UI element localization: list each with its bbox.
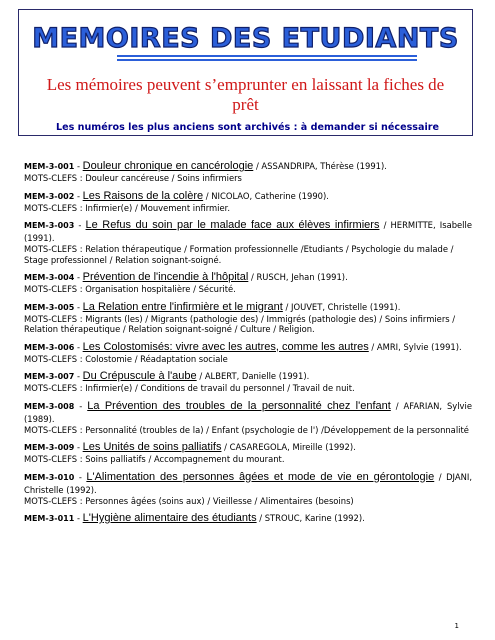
entry-separator: - — [74, 272, 83, 282]
entry-separator: - — [74, 400, 88, 411]
entry-heading — [24, 400, 472, 425]
entry-title[interactable]: Les Raisons de la colère — [82, 189, 204, 202]
list-item — [24, 160, 472, 184]
entry-author: / JOUVET, Christelle (1991). — [282, 301, 401, 312]
entry-code: MEM-3-008 — [24, 401, 75, 411]
entry-heading — [24, 271, 472, 284]
header-frame — [18, 9, 473, 136]
entry-author: / CASAREGOLA, Mireille (1992). — [221, 442, 356, 452]
entry-keywords: MOTS-CLEFS : Personnalité (troubles de la) / Enfant (psychologie de l') /Développement de la personnalité — [24, 424, 469, 435]
entry-code: MEM-3-005 — [24, 302, 75, 312]
entry-code: MEM-3-007 — [24, 372, 75, 381]
entry-keywords: MOTS-CLEFS : Relation thérapeutique / Formation professionnelle /Etudiants / Psychologie du malade / Stage professionnel / Relation soignant-soigné. — [24, 244, 454, 265]
entry-keywords: MOTS-CLEFS : Infirmier(e) / Conditions de travail du personnel / Travail de nuit. — [24, 383, 355, 393]
entry-separator: - — [74, 341, 83, 352]
entry-code: MEM-3-002 — [24, 191, 75, 201]
entry-author: / NICOLAO, Catherine (1990). — [203, 190, 329, 201]
entry-code: MEM-3-003 — [24, 221, 75, 230]
entry-keywords: MOTS-CLEFS : Personnes âgées (soins aux) / Vieillesse / Alimentaires (besoins) — [24, 495, 354, 506]
title-underline — [117, 55, 417, 57]
entry-title[interactable]: Prévention de l'incendie à l'hôpital — [82, 271, 249, 283]
entry-heading — [24, 471, 472, 496]
list-item — [24, 341, 472, 365]
banner-title: MEMOIRES DES ETUDIANTS — [32, 23, 459, 54]
list-item — [24, 400, 472, 436]
entry-title[interactable]: L'Hygiène alimentaire des étudiants — [82, 512, 257, 524]
entry-keywords: MOTS-CLEFS : Organisation hospitalière / Sécurité. — [24, 284, 236, 294]
entry-code: MEM-3-001 — [24, 162, 75, 171]
entry-keywords: MOTS-CLEFS : Migrants (les) / Migrants (pathologie des) / Immigrés (pathologie des) / Soins infirmiers / Relation thérapeutique / Relation soignant-soigné / Culture / Religion. — [24, 313, 456, 334]
entry-separator: - — [74, 442, 83, 452]
entry-author: / ALBERT, Danielle (1991). — [196, 371, 310, 381]
entry-title[interactable]: Les Unités de soins palliatifs — [82, 441, 222, 453]
entry-author: / RUSCH, Jehan (1991). — [248, 272, 348, 282]
entry-separator: - — [74, 220, 86, 230]
list-item — [24, 271, 472, 295]
entry-heading — [24, 190, 472, 203]
entry-heading — [24, 301, 472, 314]
entry-author: / ASSANDRIPA, Thérèse (1991). — [253, 161, 387, 171]
entry-heading — [24, 219, 472, 244]
entry-title[interactable]: La Prévention des troubles de la personnalité chez l'enfant — [87, 399, 391, 412]
list-item — [24, 190, 472, 214]
entry-separator: - — [74, 471, 87, 482]
entry-author: / AMRI, Sylvie (1991). — [368, 341, 462, 352]
entry-author: / HERMITTE, Isabelle (1991). — [24, 220, 472, 243]
entry-code: MEM-3-010 — [24, 472, 75, 482]
entry-keywords: MOTS-CLEFS : Colostomie / Réadaptation sociale — [24, 353, 228, 364]
entry-keywords: MOTS-CLEFS : Soins palliatifs / Accompagnement du mourant. — [24, 454, 285, 464]
subtitle: Les mémoires peuvent s’emprunter en laissant la fiches de prêt — [46, 75, 445, 114]
entry-keywords: MOTS-CLEFS : Douleur cancéreuse / Soins infirmiers — [24, 173, 242, 183]
entry-keywords: MOTS-CLEFS : Infirmier(e) / Mouvement infirmier. — [24, 202, 230, 213]
title-underline-lower — [117, 59, 417, 61]
entry-separator: - — [74, 301, 83, 312]
entry-author: / DJANI, Christelle (1992). — [24, 471, 472, 495]
entry-author: / AFARIAN, Sylvie (1989). — [24, 400, 472, 424]
entry-heading — [24, 441, 472, 454]
list-item — [24, 512, 472, 525]
entry-separator: - — [74, 190, 83, 201]
entry-code: MEM-3-009 — [24, 443, 75, 452]
list-item — [24, 301, 472, 335]
entry-separator: - — [74, 513, 83, 523]
entry-title[interactable]: Du Crépuscule à l'aube — [82, 370, 197, 382]
entry-separator: - — [74, 161, 83, 171]
entry-code: MEM-3-011 — [24, 514, 75, 523]
entry-code: MEM-3-006 — [24, 342, 75, 352]
entry-title[interactable]: Douleur chronique en cancérologie — [82, 160, 254, 172]
entry-separator: - — [74, 371, 83, 381]
entry-code: MEM-3-004 — [24, 273, 75, 282]
page-number: 1 — [454, 622, 459, 630]
entry-heading — [24, 160, 472, 173]
entry-title[interactable]: Le Refus du soin par le malade face aux élèves infirmiers — [85, 219, 380, 231]
archive-notice: Les numéros les plus anciens sont archivés : à demander si nécessaire — [55, 122, 440, 133]
entry-list — [24, 160, 472, 531]
entry-heading — [24, 370, 472, 383]
entry-title[interactable]: La Relation entre l'infirmière et le migrant — [82, 300, 283, 313]
entry-title[interactable]: L'Alimentation des personnes âgées et mode de vie en gérontologie — [86, 470, 435, 483]
entry-title[interactable]: Les Colostomisés: vivre avec les autres, comme les autres — [82, 340, 369, 353]
list-item — [24, 441, 472, 465]
list-item — [24, 219, 472, 265]
list-item — [24, 471, 472, 507]
entry-heading — [24, 341, 472, 354]
list-item — [24, 370, 472, 394]
entry-author: / STROUC, Karine (1992). — [256, 513, 365, 523]
entry-heading — [24, 512, 472, 525]
